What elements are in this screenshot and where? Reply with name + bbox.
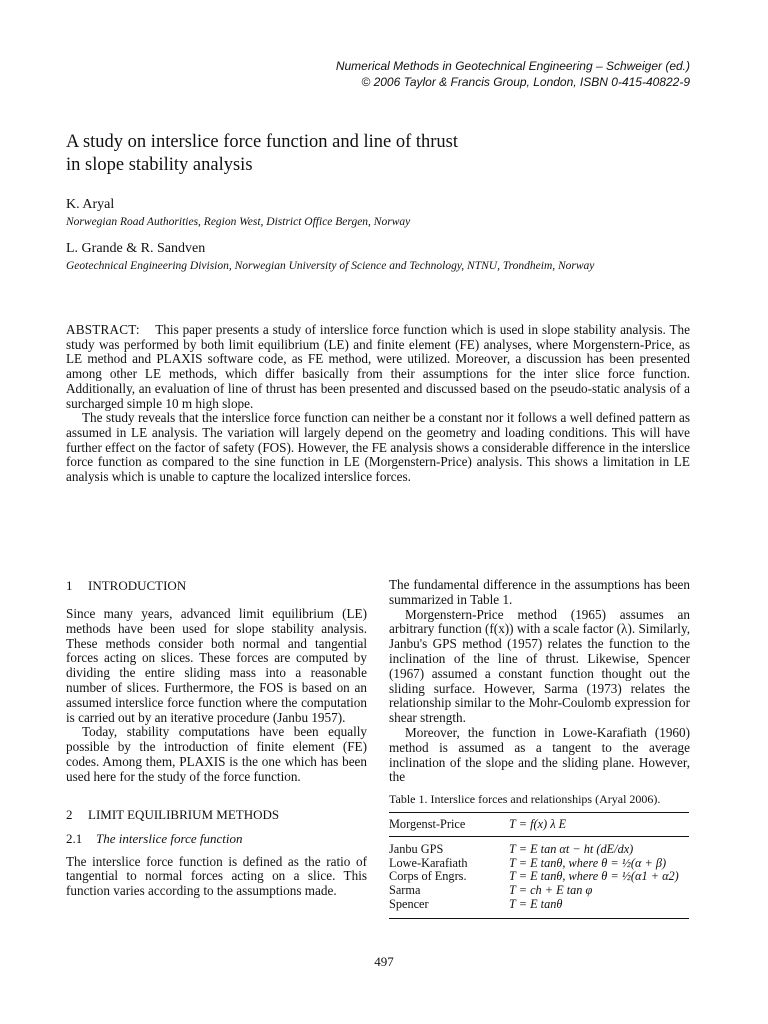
- section-1-title: INTRODUCTION: [88, 578, 187, 593]
- table-header-row: [389, 813, 689, 836]
- table-bottom-rule: [389, 918, 689, 919]
- abstract-p2: The study reveals that the interslice force function can neither be a constant nor it follows a well defined pattern as assumed in LE analysis. The variation will largely depend on the geometry and loading conditions. This will have further effect on the factor of safety (FOS). However, the FE analysis shows a considerable difference in the interslice force function as compared to the sine function in LE (Morgenstern-Price) analysis. This shows a limitation in LE analysis which is unable to capture the localized interslice forces.: [66, 410, 690, 485]
- table-1: [389, 812, 689, 919]
- table-cell-name: Janbu GPS: [389, 841, 444, 856]
- table-cell-name: Spencer: [389, 896, 429, 911]
- title-line-2: in slope stability analysis: [66, 155, 253, 175]
- section-2-number: 2: [66, 806, 73, 822]
- left-column: [66, 578, 367, 899]
- table-row: [389, 898, 689, 912]
- table-cell-name: Lowe-Karafiath: [389, 855, 468, 870]
- section-2-heading: [66, 807, 367, 822]
- section-1-number: 1: [66, 578, 73, 593]
- abstract-label: ABSTRACT:: [66, 322, 140, 337]
- table-cell-name: Sarma: [389, 883, 421, 898]
- right-p3: Moreover, the function in Lowe-Karafiath (1960) method is assumed as a tangent to the average inclination of the slope and the sliding plane. However, the: [389, 724, 690, 785]
- table-row: [389, 843, 689, 857]
- lem-p1: The interslice force function is defined as the ratio of tangential to normal forces acting on a slice. This function varies according to the assumptions made.: [66, 853, 367, 899]
- abstract-text-1: This paper presents a study of interslice force function which is used in slope stability analysis. The study was performed by both limit equilibrium (LE) and finite element (FE) analyses, where Morgenstern-Price, as LE method and PLAXIS software code, as FE method, were utilized. Moreover, a discussion has been presented among other LE methods, which differ basically from their assumptions for the inter slice force function. Additionally, an evaluation of line of thrust has been presented and discussed based on the pseudo-static analysis of a surcharged simple 10 m high slope.: [66, 322, 691, 411]
- intro-p1: Since many years, advanced limit equilibrium (LE) methods have been used for slope stability analysis. These methods consider both normal and tangential forces acting on slices. These forces are computed by dividing the entire sliding mass into a reasonable number of slices. Furthermore, the FOS is based on an assumed interslice force function where the computation is carried out by an iterative procedure (Janbu 1957).: [66, 606, 367, 725]
- table-header-name: Morgenst-Price: [389, 817, 466, 831]
- table-cell-formula: T = E tanθ, where θ = ½(α + β): [509, 855, 667, 870]
- table-header-formula: T = f(x) λ E: [509, 817, 567, 831]
- header-line-1: Numerical Methods in Geotechnical Engineering – Schweiger (ed.): [335, 59, 690, 73]
- paper-title: [66, 131, 706, 177]
- right-p2: Morgenstern-Price method (1965) assumes an arbitrary function (f(x)) with a scale factor (λ). Similarly, Janbu's GPS method (1957) relates the function to the inclination of the line of thrust. Likewise, Spencer (1967) assumed a constant function thought out the sliding surface. However, Sarma (1973) relates the relationship similar to the Mohr-Coulomb expression for shear strength.: [389, 606, 690, 726]
- author-1-name: K. Aryal: [66, 197, 115, 212]
- abstract-p1: [66, 323, 690, 411]
- table-cell-formula: T = E tanθ, where θ = ½(α1 + α2): [509, 869, 679, 884]
- table-row: [389, 870, 689, 884]
- title-line-1: A study on interslice force function and line of thrust: [66, 132, 459, 152]
- page-number: 497: [374, 954, 394, 969]
- journal-header: [336, 58, 690, 90]
- table-cell-formula: T = E tan αt − ht (dE/dx): [509, 841, 634, 856]
- section-2-title: LIMIT EQUILIBRIUM METHODS: [88, 806, 280, 822]
- table-row: [389, 884, 689, 898]
- section-1-heading: [66, 578, 367, 593]
- table-cell-formula: T = ch + E tan φ: [509, 883, 593, 898]
- author-2-affiliation: Geotechnical Engineering Division, Norwegian University of Science and Technology, NTNU, Trondheim, Norway: [66, 260, 595, 272]
- intro-p2: Today, stability computations have been equally possible by the introduction of finite element (FE) codes. Among them, PLAXIS is the one which has been used here for the study of the force function.: [66, 724, 367, 784]
- table-row: [389, 857, 689, 871]
- subsection-2-1-heading: [66, 831, 367, 846]
- header-line-2: © 2006 Taylor & Francis Group, London, ISBN 0-415-40822-9: [361, 75, 690, 89]
- table-caption: Table 1. Interslice forces and relationships (Aryal 2006).: [389, 792, 661, 806]
- author-1-affiliation: Norwegian Road Authorities, Region West, District Office Bergen, Norway: [66, 216, 411, 228]
- table-cell-name: Corps of Engrs.: [389, 869, 467, 884]
- abstract: [66, 323, 690, 485]
- subsection-number: 2.1: [66, 830, 83, 846]
- right-column: [389, 578, 690, 785]
- author-2-name: L. Grande & R. Sandven: [66, 241, 206, 256]
- table-cell-formula: T = E tanθ: [509, 896, 563, 911]
- subsection-title: The interslice force function: [96, 830, 243, 846]
- right-p1: The fundamental difference in the assumptions has been summarized in Table 1.: [389, 577, 690, 607]
